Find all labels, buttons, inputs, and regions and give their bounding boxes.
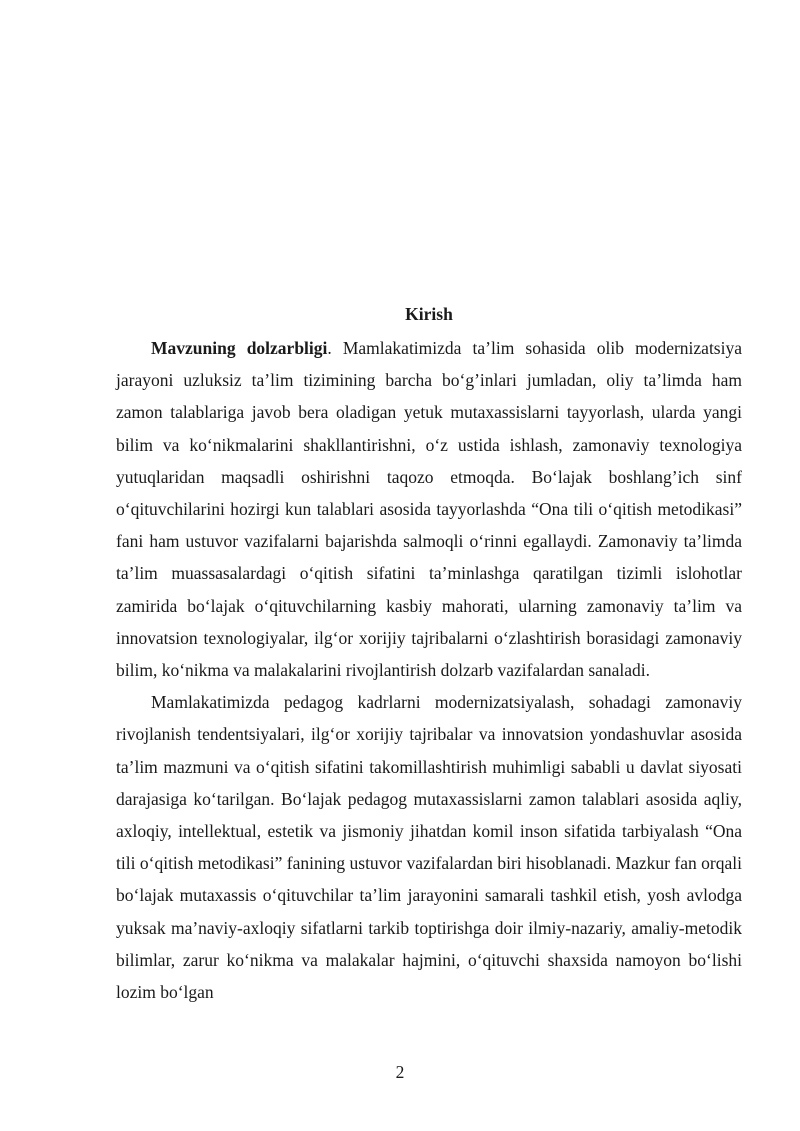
paragraph-bold-lead: Mavzuning dolzarbligi <box>151 338 328 358</box>
paragraph-relevance <box>116 332 742 686</box>
paragraph-relevance-text: . Mamlakatimizda ta’lim sohasida olib modernizatsiya jarayoni uzluksiz ta’lim tizimining barcha bo‘g’inlari jumladan, oliy ta’limda ham zamon talablariga javob bera oladigan yetuk mutaxassislarni tayyorlash, ularda yangi bilim va ko‘nikmalarini shakllantirishni, o‘z ustida ishlash, zamonaviy texnologiya yutuqlaridan maqsadli oshirishni taqozo etmoqda. Bo‘lajak boshlang’ich sinf o‘qituvchilarini hozirgi kun talablari asosida tayyorlashda “Ona tili o‘qitish metodikasi” fani ham ustuvor vazifalarni bajarishda salmoqli o‘rinni egallaydi. Zamonaviy ta’limda ta’lim muassasalardagi o‘qitish sifatini ta’minlashga qaratilgan tizimli islohotlar zamirida bo‘lajak o‘qituvchilarning kasbiy mahorati, ularning zamonaviy ta’lim va innovatsion texnologiyalar, ilg‘or xorijiy tajribalarni o‘zlashtirish borasidagi zamonaviy bilim, ko‘nikma va malakalarini rivojlantirish dolzarb vazifalardan sanaladi. <box>116 338 742 681</box>
page-number: 2 <box>395 1062 405 1082</box>
section-heading: Kirish <box>405 304 453 324</box>
document-body <box>116 302 742 1008</box>
paragraph-modernization: Mamlakatimizda pedagog kadrlarni modernizatsiyalash, sohadagi zamonaviy rivojlanish tendentsiyalari, ilg‘or xorijiy tajribalar va innovatsion yondashuvlar asosida ta’lim mazmuni va o‘qitish sifatini takomillashtirish muhimligi sababli u davlat siyosati darajasiga ko‘tarilgan. Bo‘lajak pedagog mutaxassislarni zamon talablari asosida aqliy, axloqiy, intellektual, estetik va jismoniy jihatdan komil inson sifatida tarbiyalash “Ona tili o‘qitish metodikasi” fanining ustuvor vazifalardan biri hisoblanadi. Mazkur fan orqali bo‘lajak mutaxassis o‘qituvchilar ta’lim jarayonini samarali tashkil etish, yosh avlodga yuksak ma’naviy-axloqiy sifatlarni tarkib toptirishga doir ilmiy-nazariy, amaliy-metodik bilimlar, zarur ko‘nikma va malakalar hajmini, o‘qituvchi shaxsida namoyon bo‘lishi lozim bo‘lgan <box>116 692 742 1003</box>
